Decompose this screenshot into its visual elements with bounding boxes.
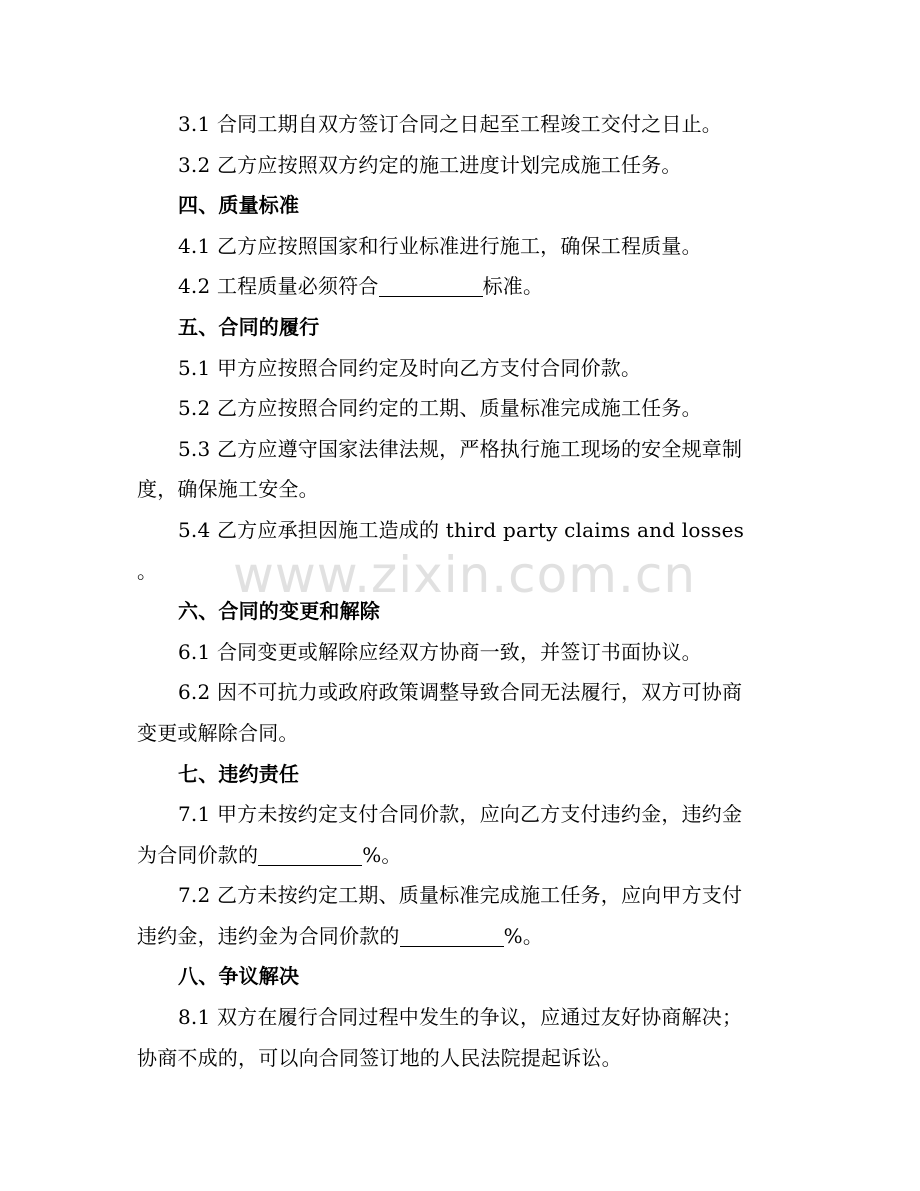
clause-8-1-continuation: 协商不成的，可以向合同签订地的人民法院提起诉讼。 <box>137 1045 622 1070</box>
clause-5-3-continuation: 度，确保施工安全。 <box>137 477 319 502</box>
section-heading-8: 八、争议解决 <box>178 964 300 989</box>
document-body <box>137 104 769 1078</box>
clause-7-2-continuation <box>137 916 769 957</box>
clause-5-2: 5.2 乙方应按照合同约定的工期、质量标准完成施工任务。 <box>178 396 702 421</box>
clause-7-1: 7.1 甲方未按约定支付合同价款，应向乙方支付违约金，违约金 <box>178 802 743 827</box>
section-heading-4: 四、质量标准 <box>178 193 300 218</box>
clause-3-1: 3.1 合同工期自双方签订合同之日起至工程竣工交付之日止。 <box>178 112 722 136</box>
clause-7-1-suffix: %。 <box>362 842 402 867</box>
clause-5-1: 5.1 甲方应按照合同约定及时向乙方支付合同价款。 <box>178 355 642 380</box>
clause-5-3: 5.3 乙方应遵守国家法律法规，严格执行施工现场的安全规章制 <box>178 436 743 461</box>
clause-7-2-prefix: 违约金，违约金为合同价款的 <box>137 923 400 948</box>
clause-7-1-prefix: 为合同价款的 <box>137 842 259 867</box>
clause-8-1: 8.1 双方在履行合同过程中发生的争议，应通过友好协商解决； <box>178 1005 743 1030</box>
clause-7-2: 7.2 乙方未按约定工期、质量标准完成施工任务，应向甲方支付 <box>178 883 743 908</box>
blank-line <box>400 926 504 947</box>
clause-4-2-prefix: 4.2 工程质量必须符合 <box>178 274 379 299</box>
section-heading-6: 六、合同的变更和解除 <box>178 599 380 624</box>
blank-line <box>379 276 483 297</box>
clause-4-1: 4.1 乙方应按照国家和行业标准进行施工，确保工程质量。 <box>178 233 702 258</box>
clause-7-1-continuation <box>137 835 769 876</box>
clause-5-4-continuation: 。 <box>137 558 158 583</box>
clause-6-1: 6.1 合同变更或解除应经双方协商一致，并签订书面协议。 <box>178 639 702 664</box>
section-heading-5: 五、合同的履行 <box>178 314 320 339</box>
blank-line <box>258 845 362 866</box>
section-heading-7: 七、违约责任 <box>178 761 300 786</box>
clause-6-2-continuation: 变更或解除合同。 <box>137 720 299 745</box>
clause-5-4: 5.4 乙方应承担因施工造成的 third party claims and losses <box>178 517 745 542</box>
clause-7-2-suffix: %。 <box>503 923 544 948</box>
clause-3-2: 3.2 乙方应按照双方约定的施工进度计划完成施工任务。 <box>178 152 682 177</box>
clause-4-2-suffix: 标准。 <box>482 274 544 299</box>
clause-4-2 <box>137 266 769 307</box>
clause-6-2: 6.2 因不可抗力或政府政策调整导致合同无法履行，双方可协商 <box>178 680 743 705</box>
watermark-text: www.zixin.com.cn <box>233 546 697 604</box>
